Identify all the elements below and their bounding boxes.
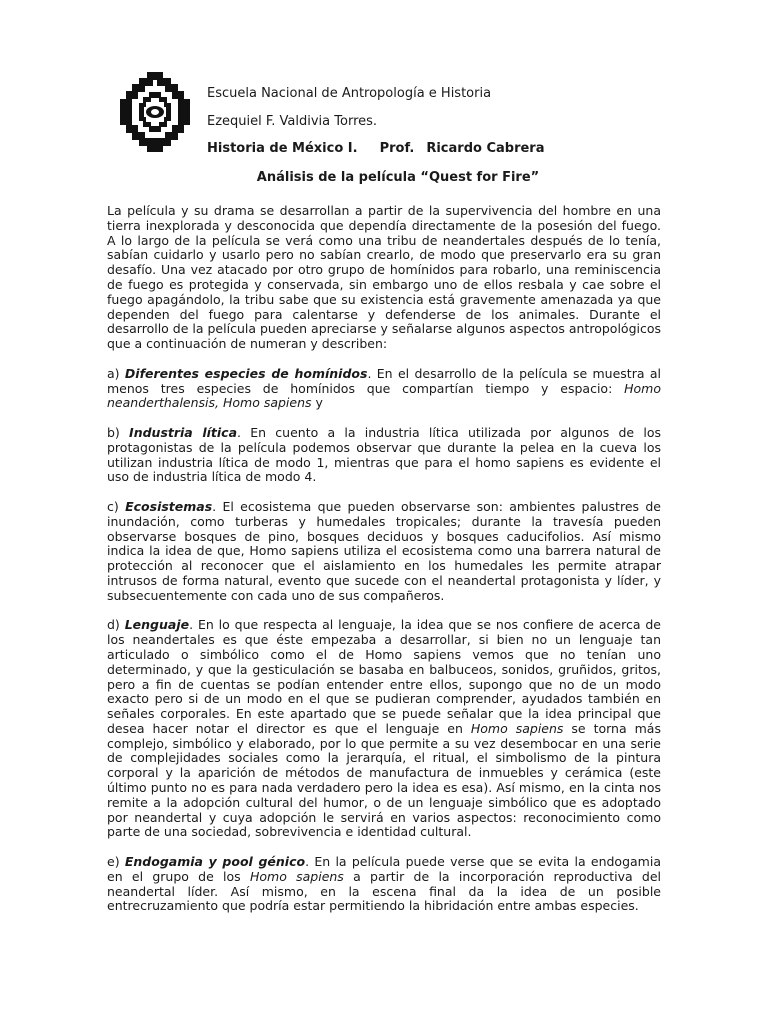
course-line bbox=[207, 135, 545, 163]
species-name: Homo sapiens bbox=[249, 868, 344, 884]
species-names: Homo neanderthalensis, Homo sapiens bbox=[107, 380, 661, 411]
section-marker: c) bbox=[107, 498, 119, 514]
section-e bbox=[107, 855, 661, 914]
document-body bbox=[107, 204, 661, 929]
section-b bbox=[107, 426, 661, 485]
section-a bbox=[107, 367, 661, 411]
section-text: . En el desarrollo de la película se muestra al menos tres especies de homínidos que compartían tiempo y espacio: bbox=[107, 365, 661, 396]
document-header bbox=[207, 80, 545, 163]
section-heading: Lenguaje bbox=[124, 617, 190, 633]
section-marker: a) bbox=[107, 365, 120, 381]
section-marker: d) bbox=[107, 617, 120, 633]
intro-paragraph: La película y su drama se desarrollan a partir de la supervivencia del hombre en una tierra inexplorada y desconocida que dependía directamente de la posesión del fuego. A lo largo de la película se verá como una tribu de neandertales después de lo tenía, sabían cuidarlo y usarlo pero no sabían crearlo, de modo que preservarlo era su gran desafío. Una vez atacado por otro grupo de homínidos para robarlo, una reminiscencia de fuego es protegida y conservada, sin embargo uno de ellos resbala y cae sobre el fuego apagándolo, la tribu sabe que su existencia está gravemente amenazada ya que dependen del fuego para calentarse y defenderse de los animales. Durante el desarrollo de la película pueden apreciarse y señalarse algunos aspectos antropológicos que a continuación de numeran y describen: bbox=[107, 203, 662, 352]
section-text: . El ecosistema que pueden observarse son: ambientes palustres de inundación, como turberas y humedales tropicales; durante la travesía pueden observarse bosques de pino, bosques deciduos y bosques caducifolios. Así mismo indica la idea de que, Homo sapiens utiliza el ecosistema como una barrera natural de protección al reconocer que el aislamiento en los humedales les permite atrapar intrusos de forma natural, evento que sucede con el neandertal protagonista y líder, y subsecuentemente con cada uno de sus compañeros. bbox=[107, 498, 661, 603]
section-heading: Diferentes especies de homínidos bbox=[124, 365, 368, 381]
document-title: Análisis de la película “Quest for Fire” bbox=[256, 170, 540, 185]
section-text: . En cuento a la industria lítica utilizada por algunos de los protagonistas de la película podemos observar que durante la pelea en la cueva los utilizan industria lítica de modo 1, mientras que para el homo sapiens es evidente el uso de industria lítica de modo 4. bbox=[107, 424, 661, 485]
species-name: Homo sapiens bbox=[470, 720, 564, 736]
section-text: y bbox=[311, 395, 323, 411]
section-heading: Industria lítica bbox=[129, 424, 238, 440]
section-marker: b) bbox=[107, 424, 120, 440]
section-d bbox=[107, 618, 661, 840]
course-name: Historia de México I. bbox=[207, 141, 358, 156]
professor-name: Ricardo Cabrera bbox=[426, 141, 545, 156]
section-marker: e) bbox=[107, 854, 120, 870]
section-text: se torna más complejo, simbólico y elaborado, por lo que permite a su vez desembocar en una serie de complejidades sociales como la jerarquía, el ritual, el simbolismo de la pintura corporal y la aparición de métodos de manufactura de inmuebles y cerámica (este último punto no es para nada verdadero pero la idea es esa). Así mismo, en la cinta nos remite a la adopción cultural del humor, o de un lenguaje simbólico que es adoptado por neandertal y cuya adopción le servirá en varios aspectos: reconocimiento como parte de una sociedad, sobrevivencia e identidad cultural. bbox=[107, 720, 661, 840]
school-logo-icon bbox=[118, 70, 192, 154]
section-text: . En lo que respecta al lenguaje, la idea que se nos confiere de acerca de los neandertales es que éste empezaba a desarrollar, si bien no un lenguaje tan articulado o simbólico como el de Homo sapiens vemos que no tenían uno determinado, y que la gesticulación se basaba en balbuceos, sonidos, gruñidos, gritos, pero a fin de cuentas se podían entender entre ellos, supongo que no de un modo exacto pero si de un modo en el que se pudieran comprender, ayudados también en señales corporales. En este apartado que se puede señalar que la idea principal que desea hacer notar el director es que el lenguaje en bbox=[107, 617, 661, 736]
institution-name: Escuela Nacional de Antropología e Historia bbox=[207, 86, 492, 101]
section-heading: Ecosistemas bbox=[125, 498, 213, 514]
section-c bbox=[107, 500, 661, 604]
section-text: . En la película puede verse que se evita la endogamia en el grupo de los bbox=[107, 854, 661, 884]
author-name: Ezequiel F. Valdivia Torres. bbox=[207, 113, 378, 129]
section-text: a partir de la incorporación reproductiva del neandertal líder. Así mismo, en la escena final da la idea de un posible entrecruzamiento que podría estar permitiendo la hibridación entre ambas especies. bbox=[107, 868, 661, 914]
professor-label: Prof. bbox=[379, 141, 415, 156]
section-heading: Endogamia y pool génico bbox=[124, 854, 306, 870]
